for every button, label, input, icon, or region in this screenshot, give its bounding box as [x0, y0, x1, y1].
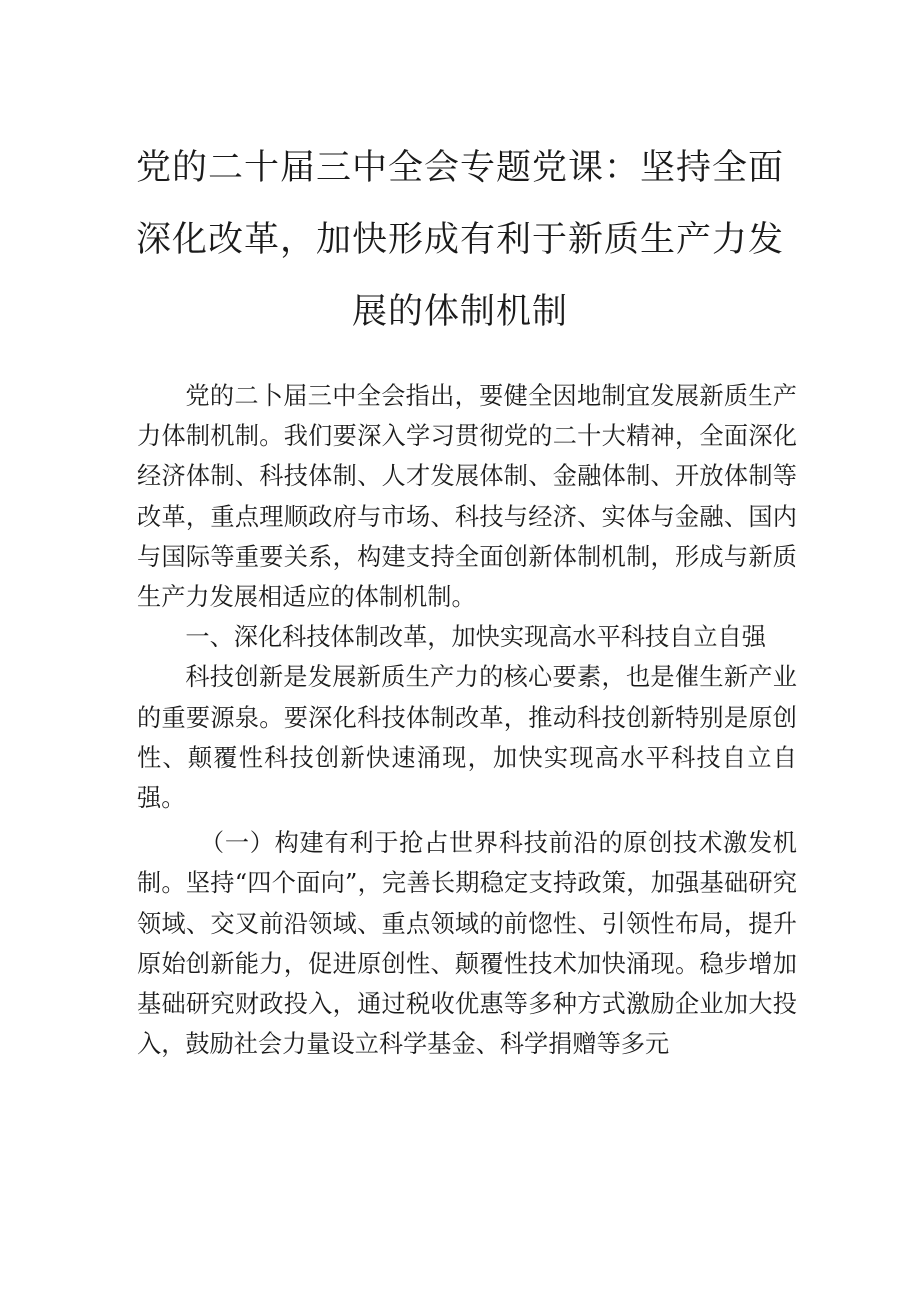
- section-heading-1: 一、深化科技体制改革，加快实现高水平科技自立自强: [185, 623, 766, 652]
- paragraph-intro: 党的二卜届三中全会指出，要健全因地制宜发展新质生产力体制机制。我们要深入学习贯彻党的二十大精神，全面深化经济体制、科技体制、人才发展体制、金融体制、开放体制等改革，重点理顺政府与市场、科技与经济、实体与金融、国内与国际等重要关系，构建支持全面创新体制机制，形成与新质生产力发展相适应的体制机制。: [137, 382, 797, 612]
- paragraph-subsection-1: （一）构建有利于抢占世界科技前沿的原创技术激发机制。坚持“四个面向”，完善长期稳定支持政策，加强基础研究领域、交叉前沿领域、重点领域的前惚性、引领性布局，提升原始创新能力，促进原创性、颠覆性技术加快涌现。稳步增加基础研究财政投入，通过税收优惠等多种方式激励企业加大投入，鼓励社会力量设立科学基金、科学捐赠等多元: [137, 829, 797, 1059]
- title-line-1: 党的二十届三中全会专题党课：坚持全面: [135, 148, 784, 188]
- paragraph-section-1: 科技创新是发展新质生产力的核心要素，也是催生新产业的重要源泉。要深化科技体制改革，推动科技创新特别是原创性、颠覆性科技创新快速涌现，加快实现高水平科技自立自强。: [137, 663, 797, 813]
- title-line-2: 深化改革，加快形成有利于新质生产力发: [135, 220, 784, 260]
- title-line-3: 展的体制机制: [351, 292, 568, 332]
- document-body: [137, 376, 797, 1064]
- document-title: [120, 132, 800, 348]
